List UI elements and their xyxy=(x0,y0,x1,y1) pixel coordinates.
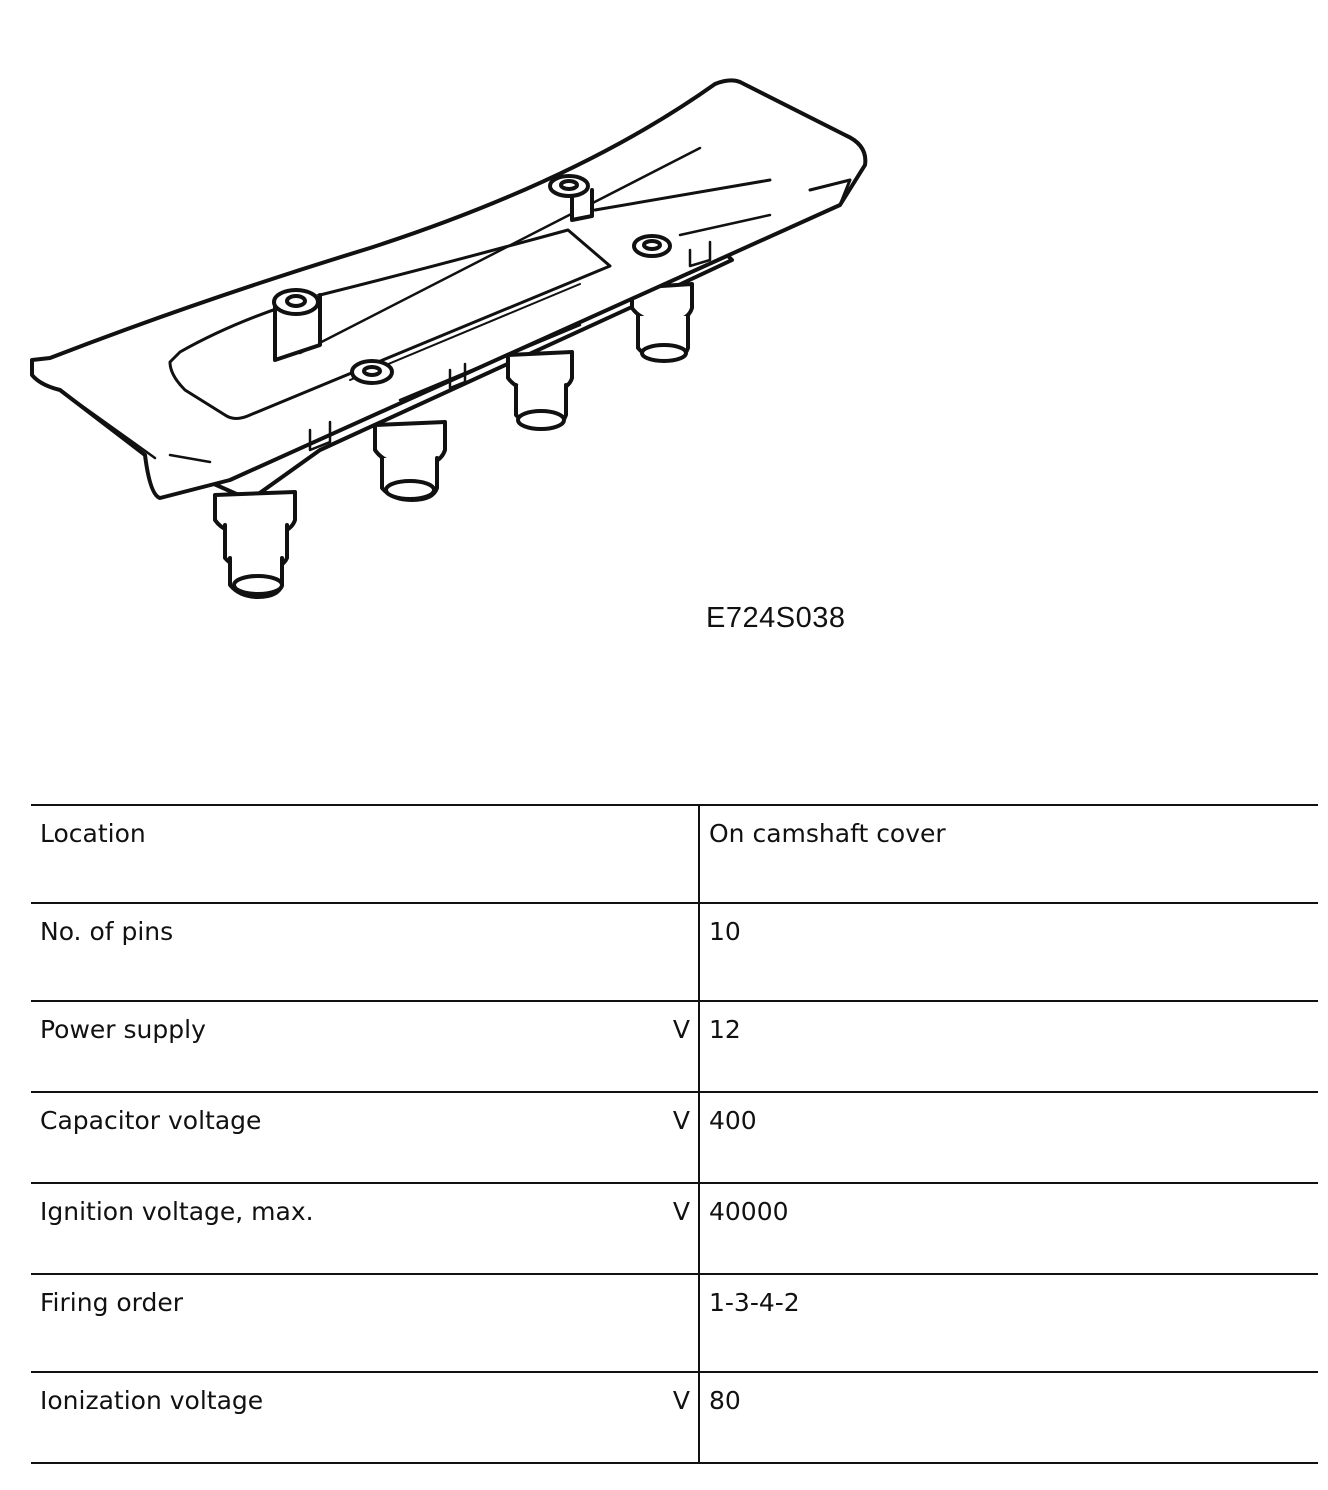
table-row xyxy=(31,1372,1318,1463)
spec-label: No. of pins xyxy=(40,917,174,946)
spec-unit: V xyxy=(672,1197,690,1226)
screw-boss-4 xyxy=(352,361,392,383)
coil-tower-3 xyxy=(508,352,572,429)
spec-label: Capacitor voltage xyxy=(40,1106,262,1135)
specification-table xyxy=(31,804,1318,1464)
spec-label: Firing order xyxy=(40,1288,184,1317)
table-row xyxy=(31,805,1318,903)
ignition-module-illustration xyxy=(20,70,890,610)
cover-plate xyxy=(32,80,865,498)
spec-label: Ignition voltage, max. xyxy=(40,1197,314,1226)
coil-tower-2 xyxy=(375,422,445,500)
spec-value: 12 xyxy=(699,1001,1318,1092)
spec-value: 1-3-4-2 xyxy=(699,1274,1318,1372)
table-row xyxy=(31,1183,1318,1274)
spec-unit: V xyxy=(672,1386,690,1415)
table-row xyxy=(31,1092,1318,1183)
spec-value: 40000 xyxy=(699,1183,1318,1274)
spec-value: 10 xyxy=(699,903,1318,1001)
spec-value: 400 xyxy=(699,1092,1318,1183)
screw-boss-3 xyxy=(634,236,670,256)
spec-unit: V xyxy=(672,1015,690,1044)
coil-tower-1 xyxy=(215,492,295,597)
spec-label: Location xyxy=(40,819,146,848)
spec-unit: V xyxy=(672,1106,690,1135)
spec-label: Power supply xyxy=(40,1015,206,1044)
spec-value: 80 xyxy=(699,1372,1318,1463)
table-row xyxy=(31,1001,1318,1092)
figure-code: E724S038 xyxy=(706,602,846,634)
spec-value: On camshaft cover xyxy=(699,805,1318,903)
spec-label: Ionization voltage xyxy=(40,1386,264,1415)
table-row xyxy=(31,903,1318,1001)
table-row xyxy=(31,1274,1318,1372)
